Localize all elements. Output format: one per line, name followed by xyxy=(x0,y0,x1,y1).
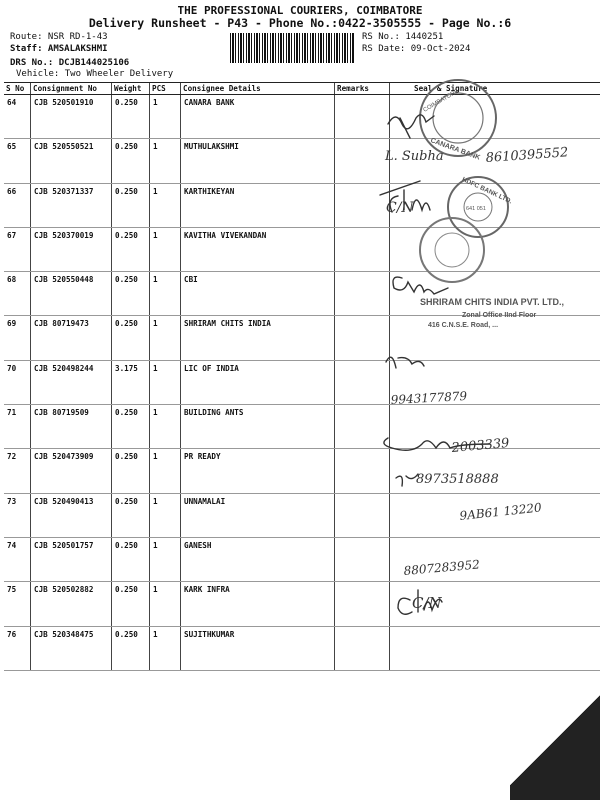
row-pcs: 1 xyxy=(150,183,181,227)
row-consignment-no: CJB 520501757 xyxy=(31,537,112,581)
signature-row73 xyxy=(396,474,418,486)
row71-phone-text: 9943177879 xyxy=(390,389,468,407)
drs-number: DRS No.: DCJB144025106 xyxy=(10,58,130,68)
row-consignment-no: CJB 520502882 xyxy=(31,582,112,626)
row-sno: 70 xyxy=(4,360,31,404)
row-pcs: 1 xyxy=(150,360,181,404)
col-header-remarks: Remarks xyxy=(335,83,390,95)
row-sno: 64 xyxy=(4,95,31,139)
col-header-seal: Seal & Signature xyxy=(390,83,600,95)
row-weight: 3.175 xyxy=(112,360,150,404)
shriram-stamp-line1: SHRIRAM CHITS INDIA PVT. LTD., xyxy=(420,297,564,307)
hdfc-stamp-text: HDFC BANK LTD. xyxy=(460,176,514,206)
row-weight: 0.250 xyxy=(112,227,150,271)
vehicle-label: Vehicle: Two Wheeler Delivery xyxy=(16,69,174,79)
row-weight: 0.250 xyxy=(112,316,150,360)
row-consignee: GANESH xyxy=(181,537,335,581)
row66-sign-text: C/N xyxy=(386,200,414,216)
row-weight: 0.250 xyxy=(112,95,150,139)
row-consignment-no: CJB 520370019 xyxy=(31,227,112,271)
company-title: THE PROFESSIONAL COURIERS, COIMBATORE xyxy=(177,4,423,17)
row-consignee: CBI xyxy=(181,272,335,316)
row-pcs: 1 xyxy=(150,405,181,449)
scan-shadow xyxy=(510,680,600,800)
row-consignment-no: CJB 520501910 xyxy=(31,95,112,139)
row-sno: 76 xyxy=(4,626,31,670)
row74-number-text: 9AB61 13220 xyxy=(458,500,543,523)
round-seal-stamp xyxy=(420,218,484,282)
shriram-stamp-line3: 416 C.N.S.E. Road, ... xyxy=(428,322,499,329)
row-sno: 75 xyxy=(4,582,31,626)
row-consignee: UNNAMALAI xyxy=(181,493,335,537)
row-consignment-no: CJB 520348475 xyxy=(31,626,112,670)
row-sno: 71 xyxy=(4,405,31,449)
route-label: Route: NSR RD-1-43 xyxy=(10,32,108,42)
canara-stamp-text: CANARA BANK xyxy=(429,137,481,162)
row-consignee: CANARA BANK xyxy=(181,95,335,139)
staff-label: Staff: AMSALAKSHMI xyxy=(10,44,108,54)
row-pcs: 1 xyxy=(150,493,181,537)
row65-sign-text: L. Subha xyxy=(385,149,444,164)
row-consignee: SHRIRAM CHITS INDIA xyxy=(181,316,335,360)
row-weight: 0.250 xyxy=(112,493,150,537)
row-pcs: 1 xyxy=(150,272,181,316)
row-weight: 0.250 xyxy=(112,183,150,227)
row65-phone-text: 8610395552 xyxy=(485,145,569,166)
row-consignee: KAVITHA VIVEKANDAN xyxy=(181,227,335,271)
row-consignment-no: CJB 80719509 xyxy=(31,405,112,449)
row-pcs: 1 xyxy=(150,316,181,360)
row-pcs: 1 xyxy=(150,139,181,183)
row-consignment-no: CJB 80719473 xyxy=(31,316,112,360)
row-weight: 0.250 xyxy=(112,272,150,316)
row-weight: 0.250 xyxy=(112,582,150,626)
row-sno: 68 xyxy=(4,272,31,316)
row-consignee: KARK INFRA xyxy=(181,582,335,626)
row-consignment-no: CJB 520498244 xyxy=(31,360,112,404)
row-weight: 0.250 xyxy=(112,139,150,183)
row-sno: 65 xyxy=(4,139,31,183)
row-pcs: 1 xyxy=(150,449,181,493)
row-sno: 73 xyxy=(4,493,31,537)
row-sno: 69 xyxy=(4,316,31,360)
row-consignee: PR READY xyxy=(181,449,335,493)
hdfc-bank-stamp xyxy=(448,176,513,237)
col-header-sno: S No xyxy=(4,83,31,95)
runsheet-subtitle: Delivery Runsheet - P43 - Phone No.:0422-3505555 - Page No.:6 xyxy=(88,16,512,30)
row-pcs: 1 xyxy=(150,227,181,271)
row-consignee: LIC OF INDIA xyxy=(181,360,335,404)
signature-row64 xyxy=(388,115,434,129)
col-header-consignee: Consignee Details xyxy=(181,83,335,95)
col-header-weight: Weight xyxy=(112,83,150,95)
row76-sign-text: C/N xyxy=(412,594,442,612)
row-weight: 0.250 xyxy=(112,449,150,493)
rs-date: RS Date: 09-Oct-2024 xyxy=(362,44,471,54)
row75-phone-text: 8807283952 xyxy=(403,557,481,578)
row-consignee: SUJITHKUMAR xyxy=(181,626,335,670)
rs-number: RS No.: 1440251 xyxy=(362,32,444,42)
handwritten-signatures xyxy=(380,115,490,614)
row-sno: 72 xyxy=(4,449,31,493)
row-pcs: 1 xyxy=(150,626,181,670)
hdfc-code-text: 641 051 xyxy=(466,206,486,212)
row-weight: 0.250 xyxy=(112,405,150,449)
coimbatore-stamp-text: COIMBATORE xyxy=(422,88,460,114)
row-weight: 0.250 xyxy=(112,537,150,581)
row-pcs: 1 xyxy=(150,95,181,139)
row72-phone-text: 2003339 xyxy=(451,435,511,456)
handwritten-numbers xyxy=(384,145,569,612)
col-header-pcs: PCS xyxy=(150,83,181,95)
row-sno: 66 xyxy=(4,183,31,227)
col-header-consignment: Consignment No xyxy=(31,83,112,95)
row-consignment-no: CJB 520473909 xyxy=(31,449,112,493)
row-consignee: BUILDING ANTS xyxy=(181,405,335,449)
row-consignment-no: CJB 520550448 xyxy=(31,272,112,316)
row-consignee: MUTHULAKSHMI xyxy=(181,139,335,183)
row-consignee: KARTHIKEYAN xyxy=(181,183,335,227)
row-pcs: 1 xyxy=(150,537,181,581)
row-pcs: 1 xyxy=(150,582,181,626)
row73-phone-text: 8973518888 xyxy=(416,472,499,487)
signature-row70 xyxy=(386,357,424,368)
row-consignment-no: CJB 520550521 xyxy=(31,139,112,183)
shriram-stamp-line2: Zonal Office IInd Floor xyxy=(462,312,537,319)
row-consignment-no: CJB 520371337 xyxy=(31,183,112,227)
row-sno: 74 xyxy=(4,537,31,581)
row-sno: 67 xyxy=(4,227,31,271)
row-consignment-no: CJB 520490413 xyxy=(31,493,112,537)
row-weight: 0.250 xyxy=(112,626,150,670)
